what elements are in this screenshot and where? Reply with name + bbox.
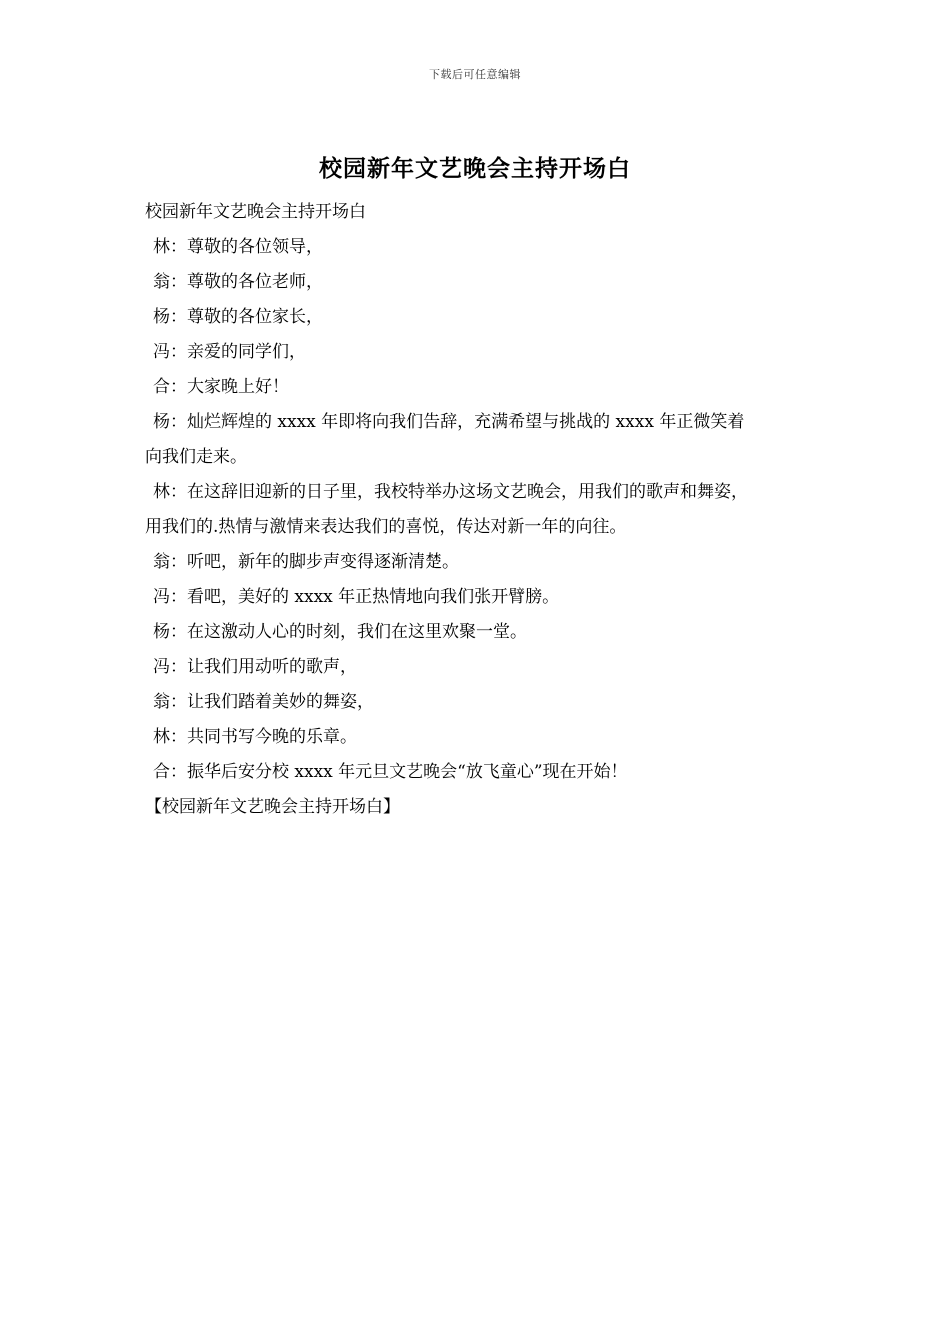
header-note: 下载后可任意编辑 [429,68,521,81]
body-line-1: 林：尊敬的各位领导， [153,237,323,257]
body-line-6: 杨：灿烂辉煌的 xxxx 年即将向我们告辞，充满希望与挑战的 xxxx 年正微笑着 [153,412,745,432]
body-line-15: 林：共同书写今晚的乐章。 [153,727,357,747]
body-line-0: 校园新年文艺晚会主持开场白 [145,202,366,222]
body-line-4: 冯：亲爱的同学们， [153,342,306,362]
document-body [145,195,825,825]
body-line-10: 翁：听吧，新年的脚步声变得逐渐清楚。 [153,552,459,572]
body-line-13: 冯：让我们用动听的歌声， [153,657,357,677]
body-line-11: 冯：看吧，美好的 xxxx 年正热情地向我们张开臂膀。 [153,587,560,607]
body-line-14: 翁：让我们踏着美妙的舞姿， [153,692,374,712]
body-line-16: 合：振华后安分校 xxxx 年元旦文艺晚会“放飞童心”现在开始！ [153,762,628,782]
body-line-7: 向我们走来。 [145,447,247,467]
body-line-2: 翁：尊敬的各位老师， [153,272,323,292]
document-title: 校园新年文艺晚会主持开场白 [319,155,631,182]
body-line-17: 【校园新年文艺晚会主持开场白】 [145,797,400,817]
body-line-3: 杨：尊敬的各位家长， [153,307,323,327]
body-line-5: 合：大家晚上好！ [153,377,289,397]
body-line-8: 林：在这辞旧迎新的日子里，我校特举办这场文艺晚会，用我们的歌声和舞姿， [153,482,748,502]
body-line-12: 杨：在这激动人心的时刻，我们在这里欢聚一堂。 [153,622,527,642]
body-line-9: 用我们的.热情与激情来表达我们的喜悦，传达对新一年的向往。 [145,517,627,537]
